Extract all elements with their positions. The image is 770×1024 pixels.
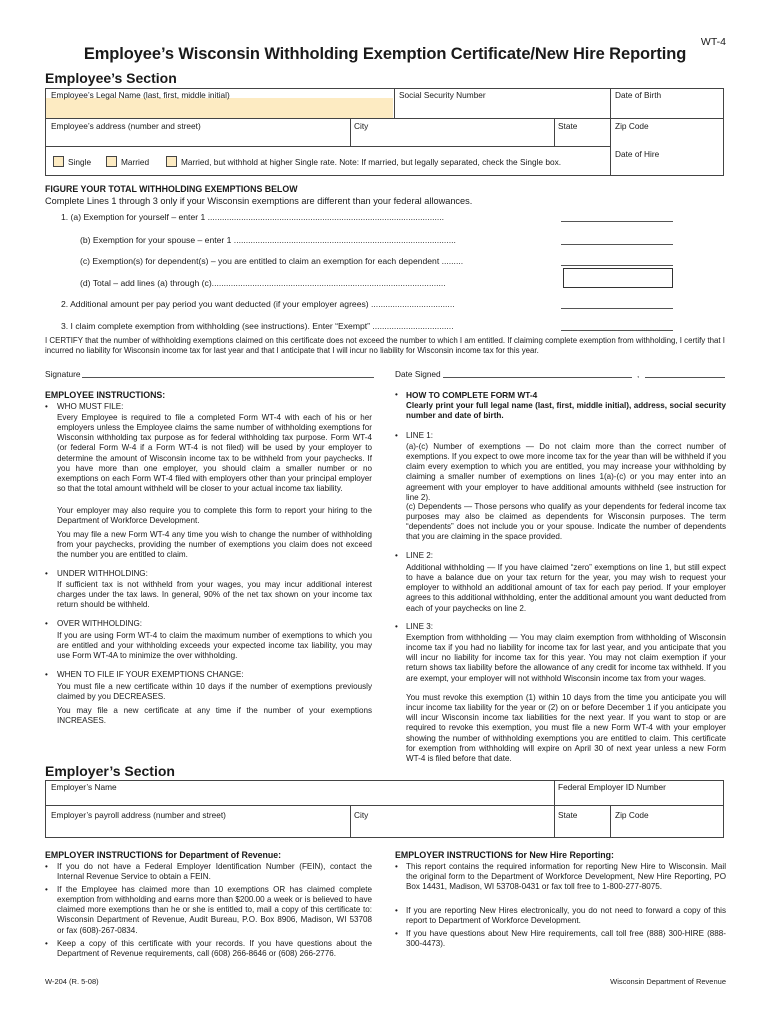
line2-text: Additional withholding — If you have claimed “zero” exemptions on line 1, but still expect to have a balance due on your tax return for the year, you may wish to request your employer to withhold an additional amount of tax for each pay period. If your employer agrees to this additional withholding, enter the additional amount you want deducted from each of your paychecks on line 2. bbox=[406, 563, 726, 613]
line-1d-input[interactable] bbox=[563, 268, 673, 288]
exemptions-intro: Complete Lines 1 through 3 only if your Wisconsin exemptions are different than your federal allowances. bbox=[45, 196, 473, 206]
footer-form-number: W-204 (R. 5-08) bbox=[45, 977, 99, 986]
married-higher-rate-checkbox[interactable] bbox=[166, 156, 177, 167]
line2-heading: LINE 2: bbox=[406, 551, 433, 560]
form-id: WT-4 bbox=[700, 36, 726, 48]
how-to-complete-bold: Clearly print your full legal name (last, first, middle initial), address, social security number and date of birth. bbox=[406, 401, 726, 421]
dor-instructions-heading: EMPLOYER INSTRUCTIONS for Department of Revenue: bbox=[45, 850, 282, 860]
line-1c-input[interactable] bbox=[561, 265, 673, 266]
line3-revoke-text: You must revoke this exemption (1) within 10 days from the time you anticipate you will incur income tax liability for the year or (2) on or before December 1 if you anticipate you will incur Wisconsin income tax liabilities for the next year. If you want to stop or are required to revoke this exemption, you must file a new Form WT-4 with your employer showing the number of withholding exemptions you are entitled to claim. This certificate for exemption from withholding will expire on April 30 of next year unless a new Form WT-4 is filed before that date. bbox=[406, 693, 726, 763]
over-withholding-heading: OVER WITHHOLDING: bbox=[57, 619, 142, 628]
under-withholding-text: If sufficient tax is not withheld from your wages, you may incur additional interest charges under the tax laws. In general, 90% of the net tax shown on your income tax return should be withheld. bbox=[57, 580, 372, 610]
when-to-file-heading: WHEN TO FILE IF YOUR EXEMPTIONS CHANGE: bbox=[57, 670, 244, 679]
hire-date-label: Date of Hire bbox=[615, 149, 660, 159]
dor-bullet-2: If the Employee has claimed more than 10 exemptions OR has claimed complete exemption from withholding and earns more than $200.00 a week or is believed to have claimed more exemptions than he or she is entitled to, mail a copy of this certificate to: Wisconsin Department of Revenue, Audit Bureau, P.O. Box 8906, Madison, WI 53708 or fax (608)-267-0834. bbox=[57, 885, 372, 935]
exemptions-heading: FIGURE YOUR TOTAL WITHHOLDING EXEMPTIONS BELOW bbox=[45, 184, 298, 194]
line-1b-input[interactable] bbox=[561, 244, 673, 245]
when-to-file-p2: You may file a new certificate at any time if the number of your exemptions INCREASES. bbox=[57, 706, 372, 726]
line-3: 3. I claim complete exemption from withholding (see instructions). Enter “Exempt” .................................. bbox=[61, 321, 454, 331]
who-must-file-p3: You may file a new Form WT-4 any time you wish to change the number of withholding from your paychecks, providing the number of exemptions you claim does not exceed the number you are entitled to claim. bbox=[57, 530, 372, 560]
fein-label: Federal Employer ID Number bbox=[558, 782, 666, 792]
employer-address-label: Employer’s payroll address (number and street) bbox=[51, 810, 226, 820]
single-checkbox[interactable] bbox=[53, 156, 64, 167]
date-year-input[interactable] bbox=[645, 377, 725, 378]
line-1a-input[interactable] bbox=[561, 221, 673, 222]
line-1a: 1. (a) Exemption for yourself – enter 1 ................................................................................................... bbox=[61, 212, 445, 222]
who-must-file-p2: Your employer may also require you to complete this form to report your hiring to the Department of Workforce Development. bbox=[57, 506, 372, 526]
line1-heading: LINE 1: bbox=[406, 431, 433, 440]
footer-department: Wisconsin Department of Revenue bbox=[610, 977, 726, 986]
who-must-file-heading: WHO MUST FILE: bbox=[57, 402, 124, 411]
ssn-label: Social Security Number bbox=[399, 90, 486, 100]
employee-state-label: State bbox=[558, 121, 578, 131]
line1-text-c: (c) Dependents — Those persons who qualify as your dependents for federal income tax purposes may also be claimed as dependents for Wisconsin purposes. The term “dependents” does not include you or your spouse. Indicate the number of dependents that you are claiming in the space provided. bbox=[406, 502, 726, 542]
line3-heading: LINE 3: bbox=[406, 622, 433, 631]
date-signed-label: Date Signed bbox=[395, 369, 441, 379]
employee-city-label: City bbox=[354, 121, 369, 131]
line-2: 2. Additional amount per pay period you want deducted (if your employer agrees) ................................... bbox=[61, 299, 455, 309]
employer-state-label: State bbox=[558, 810, 578, 820]
who-must-file-p1: Every Employee is required to file a completed Form WT-4 with each of his or her employers unless the Employee claims the same number of withholding exemptions for Wisconsin withholding tax purpose as for federal withholding tax purpose. Form WT-4 (or federal Form W-4 if a Form WT-4 is not filed) will be used by your employer to determine the amount of Wisconsin income tax to be withheld from your paychecks. If you have more than one employer, you should claim a smaller number or no exemptions on each Form WT-4 filed with employers other than your principal employer so that the total amount withheld will be closer to your actual income tax liability. bbox=[57, 413, 372, 494]
line-1c: (c) Exemption(s) for dependent(s) – you are entitled to claim an exemption for each dependent ......... bbox=[80, 256, 464, 266]
employee-zip-label: Zip Code bbox=[615, 121, 649, 131]
line-1b: (b) Exemption for your spouse – enter 1 ............................................................................................. bbox=[80, 235, 456, 245]
when-to-file-p1: You must file a new certificate within 10 days if the number of exemptions previously claimed by you DECREASES. bbox=[57, 682, 372, 702]
line1-text-a: (a)-(c) Number of exemptions — Do not claim more than the correct number of exemptions. If you expect to owe more income tax for the year than will be withheld if you claim every exemption to which you are entitled, you may increase your withholding by claiming a smaller number of exemptions on lines 1(a)-(c) or you may enter into an agreement with your employer to have additional amounts withheld (see instruction for line 2). bbox=[406, 442, 726, 502]
legal-name-label: Employee’s Legal Name (last, first, middle initial) bbox=[51, 90, 230, 100]
signature-input[interactable] bbox=[82, 377, 374, 378]
employee-address-label: Employee’s address (number and street) bbox=[51, 121, 201, 131]
line3-text: Exemption from withholding — You may claim exemption from withholding of Wisconsin income tax if you had no liability for income tax for last year, and you anticipate that you will incur no liability for income tax for this year. You may not claim exemption if your return shows tax liability before the allowance of any credit for income tax withheld. If you are exempt, your employer will not withhold Wisconsin income tax from your wages. bbox=[406, 633, 726, 683]
employer-zip-label: Zip Code bbox=[615, 810, 649, 820]
new-hire-instructions-heading: EMPLOYER INSTRUCTIONS for New Hire Reporting: bbox=[395, 850, 614, 860]
employer-section-heading: Employer’s Section bbox=[45, 763, 175, 779]
under-withholding-heading: UNDER WITHHOLDING: bbox=[57, 569, 148, 578]
how-to-complete-heading: HOW TO COMPLETE FORM WT-4 bbox=[406, 390, 538, 400]
date-signed-input[interactable] bbox=[443, 377, 632, 378]
dor-bullet-3: Keep a copy of this certificate with your records. If you have questions about the Department of Revenue requirements, call (608) 266-8646 or (608) 266-2776. bbox=[57, 939, 372, 959]
employee-instructions-heading: EMPLOYEE INSTRUCTIONS: bbox=[45, 390, 166, 400]
date-comma: , bbox=[637, 369, 640, 379]
over-withholding-text: If you are using Form WT-4 to claim the maximum number of exemptions to which you are entitled and your withholding exceeds your expected income tax liability, you may use Form WT-4A to minimize the over withholding. bbox=[57, 631, 372, 661]
employee-section-heading: Employee’s Section bbox=[45, 70, 177, 86]
single-label: Single bbox=[68, 157, 92, 167]
married-label: Married bbox=[121, 157, 150, 167]
signature-label: Signature bbox=[45, 369, 81, 379]
legal-name-input[interactable] bbox=[46, 98, 393, 118]
form-title: Employee’s Wisconsin Withholding Exemption Certificate/New Hire Reporting bbox=[83, 45, 687, 63]
employer-name-label: Employer’s Name bbox=[51, 782, 117, 792]
line-1d: (d) Total – add lines (a) through (c).................................................................................................. bbox=[80, 278, 446, 288]
line-2-input[interactable] bbox=[561, 308, 673, 309]
employer-city-label: City bbox=[354, 810, 369, 820]
married-higher-rate-label: Married, but withhold at higher Single rate. Note: If married, but legally separated, check the Single box. bbox=[181, 157, 562, 167]
new-hire-bullet-3: If you have questions about New Hire requirements, call toll free (888) 300-HIRE (888-300-4473). bbox=[406, 929, 726, 949]
married-checkbox[interactable] bbox=[106, 156, 117, 167]
line-3-input[interactable] bbox=[561, 330, 673, 331]
new-hire-bullet-2: If you are reporting New Hires electronically, you do not need to forward a copy of this report to Department of Workforce Development. bbox=[406, 906, 726, 926]
dor-bullet-1: If you do not have a Federal Employer Identification Number (FEIN), contact the Internal Revenue Service to obtain a FEIN. bbox=[57, 862, 372, 882]
dob-label: Date of Birth bbox=[615, 90, 662, 100]
certification-text: I CERTIFY that the number of withholding exemptions claimed on this certificate does not exceed the number to which I am entitled. If claiming complete exemption from withholding, I certify that I incurred no liability for Wisconsin income tax for last year and that I anticipate that I will incur no liability for Wisconsin income tax for this year. bbox=[45, 336, 725, 356]
new-hire-bullet-1: This report contains the required information for reporting New Hire to Wisconsin. Mail the original form to the Department of Workforce Development, New Hire Reporting, PO Box 14431, Madison, WI 53708-0431 or fax toll free to 1-800-277-8075. bbox=[406, 862, 726, 892]
